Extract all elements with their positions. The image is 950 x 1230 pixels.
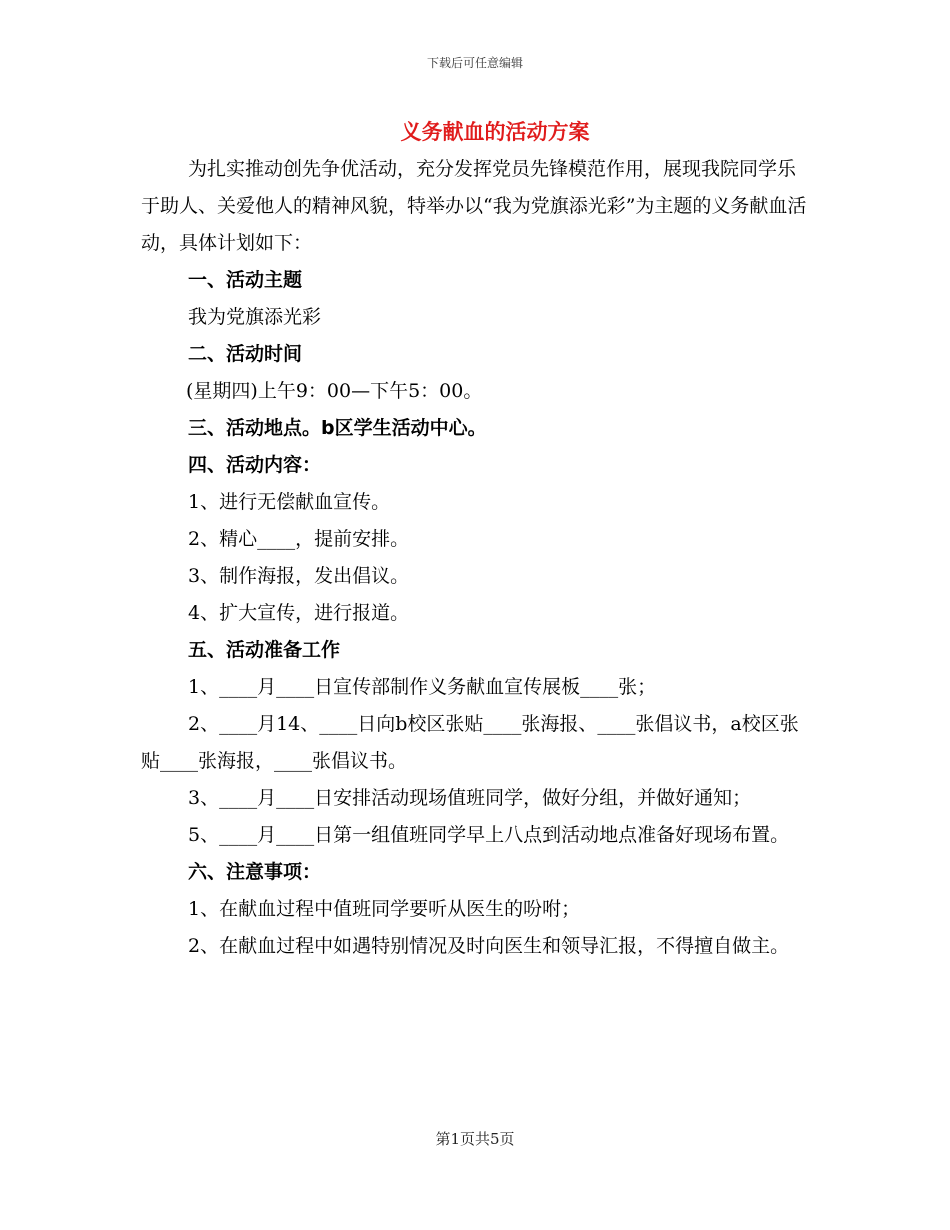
section-heading-location: 三、活动地点。b区学生活动中心。: [188, 417, 487, 439]
section-heading-theme: 一、活动主题: [188, 269, 303, 291]
list-item: 5、____月____日第一组值班同学早上八点到活动地点准备好现场布置。: [188, 824, 790, 846]
section-heading-preparation: 五、活动准备工作: [188, 639, 341, 661]
section-heading-time: 二、活动时间: [188, 343, 303, 365]
list-item: 1、在献血过程中值班同学要听从医生的吩咐；: [188, 898, 581, 920]
intro-paragraph: 为扎实推动创先争优活动，充分发挥党员先锋模范作用，展现我院同学乐于助人、关爱他人的精神风貌，特举办以“我为党旗添光彩”为主题的义务献血活动，具体计划如下：: [141, 158, 807, 254]
list-item: 4、扩大宣传，进行报道。: [188, 602, 410, 624]
list-item: 1、进行无偿献血宣传。: [188, 491, 391, 513]
page-number: 第1页共5页: [435, 1130, 515, 1148]
list-item: 2、在献血过程中如遇特别情况及时向医生和领导汇报，不得擅自做主。: [188, 935, 790, 957]
section-text-time: (星期四)上午9：00—下午5：00。: [186, 380, 483, 402]
header-note: 下载后可任意编辑: [426, 56, 523, 70]
list-item: 3、____月____日安排活动现场值班同学，做好分组，并做好通知；: [188, 787, 752, 809]
section-text-theme: 我为党旗添光彩: [188, 306, 322, 328]
document-body: [141, 151, 807, 965]
list-item: 2、____月14、____日向b校区张贴____张海报、____张倡议书，a校区张贴____张海报，____张倡议书。: [141, 713, 799, 772]
list-item: 3、制作海报，发出倡议。: [188, 565, 410, 587]
list-item: 1、____月____日宣传部制作义务献血宣传展板____张；: [188, 676, 657, 698]
document-title: 义务献血的活动方案: [400, 120, 590, 144]
section-heading-content: 四、活动内容：: [188, 454, 322, 476]
section-heading-notes: 六、注意事项：: [188, 861, 322, 883]
list-item: 2、精心____，提前安排。: [188, 528, 410, 550]
